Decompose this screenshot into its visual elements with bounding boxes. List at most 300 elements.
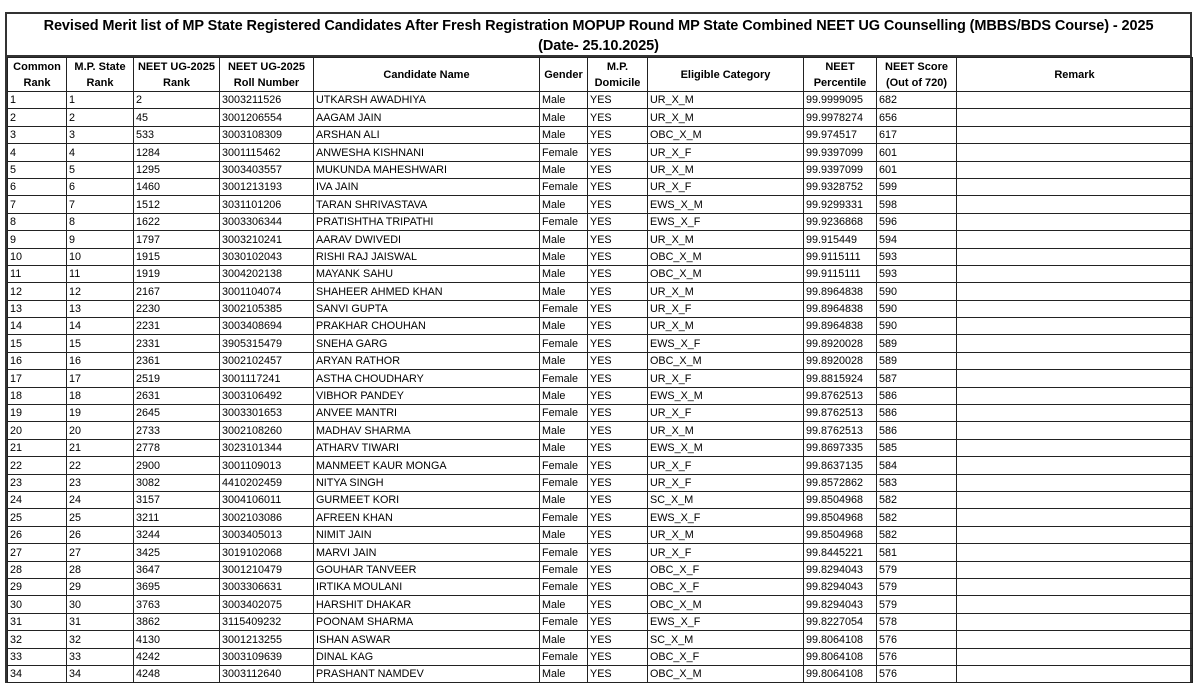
cell-gender: Male — [540, 126, 588, 143]
table-row — [8, 370, 1193, 387]
cell-neet-rank: 1797 — [134, 231, 220, 248]
cell-category: UR_X_M — [648, 109, 804, 126]
cell-mp-state-rank: 6 — [67, 178, 134, 195]
cell-roll-number: 3003403557 — [220, 161, 314, 178]
cell-common-rank: 20 — [8, 422, 67, 439]
cell-roll-number: 3023101344 — [220, 439, 314, 456]
cell-domicile: YES — [588, 300, 648, 317]
cell-domicile: YES — [588, 613, 648, 630]
header-domicile: M.P. Domicile — [588, 58, 648, 92]
cell-roll-number: 3003405013 — [220, 526, 314, 543]
cell-domicile: YES — [588, 561, 648, 578]
cell-remark — [957, 196, 1193, 213]
table-row — [8, 265, 1193, 282]
cell-category: OBC_X_M — [648, 265, 804, 282]
cell-neet-rank: 2733 — [134, 422, 220, 439]
cell-candidate-name: ATHARV TIWARI — [314, 439, 540, 456]
cell-category: EWS_X_F — [648, 213, 804, 230]
cell-neet-rank: 3647 — [134, 561, 220, 578]
cell-score: 586 — [877, 422, 957, 439]
table-row — [8, 665, 1193, 682]
cell-category: UR_X_M — [648, 161, 804, 178]
cell-gender: Male — [540, 283, 588, 300]
cell-roll-number: 3004202138 — [220, 265, 314, 282]
cell-roll-number: 3003112640 — [220, 665, 314, 682]
cell-roll-number: 3001104074 — [220, 283, 314, 300]
cell-candidate-name: MARVI JAIN — [314, 544, 540, 561]
table-row — [8, 178, 1193, 195]
cell-category: UR_X_M — [648, 526, 804, 543]
cell-gender: Male — [540, 109, 588, 126]
cell-remark — [957, 405, 1193, 422]
cell-category: UR_X_M — [648, 318, 804, 335]
table-row — [8, 631, 1193, 648]
cell-candidate-name: GURMEET KORI — [314, 491, 540, 508]
cell-neet-rank: 4242 — [134, 648, 220, 665]
cell-score: 578 — [877, 613, 957, 630]
cell-candidate-name: ARYAN RATHOR — [314, 352, 540, 369]
cell-remark — [957, 613, 1193, 630]
cell-roll-number: 4410202459 — [220, 474, 314, 491]
cell-common-rank: 18 — [8, 387, 67, 404]
cell-roll-number: 3115409232 — [220, 613, 314, 630]
table-row — [8, 231, 1193, 248]
cell-candidate-name: ANVEE MANTRI — [314, 405, 540, 422]
cell-category: EWS_X_F — [648, 509, 804, 526]
document-title — [7, 14, 1190, 57]
header-candidate-name: Candidate Name — [314, 58, 540, 92]
cell-candidate-name: ISHAN ASWAR — [314, 631, 540, 648]
cell-category: UR_X_F — [648, 474, 804, 491]
header-gender: Gender — [540, 58, 588, 92]
cell-mp-state-rank: 20 — [67, 422, 134, 439]
cell-roll-number: 3001213193 — [220, 178, 314, 195]
cell-category: OBC_X_M — [648, 352, 804, 369]
cell-neet-rank: 3695 — [134, 578, 220, 595]
cell-domicile: YES — [588, 318, 648, 335]
cell-gender: Female — [540, 335, 588, 352]
cell-domicile: YES — [588, 648, 648, 665]
cell-roll-number: 3001117241 — [220, 370, 314, 387]
cell-roll-number: 3001115462 — [220, 144, 314, 161]
cell-common-rank: 33 — [8, 648, 67, 665]
cell-category: OBC_X_F — [648, 648, 804, 665]
cell-domicile: YES — [588, 370, 648, 387]
cell-neet-rank: 1622 — [134, 213, 220, 230]
cell-roll-number: 3003306631 — [220, 578, 314, 595]
cell-common-rank: 14 — [8, 318, 67, 335]
table-row — [8, 526, 1193, 543]
cell-percentile: 99.8294043 — [804, 578, 877, 595]
cell-gender: Female — [540, 370, 588, 387]
cell-common-rank: 9 — [8, 231, 67, 248]
cell-common-rank: 25 — [8, 509, 67, 526]
table-row — [8, 335, 1193, 352]
cell-category: OBC_X_M — [648, 248, 804, 265]
cell-score: 579 — [877, 578, 957, 595]
cell-category: SC_X_M — [648, 631, 804, 648]
cell-mp-state-rank: 22 — [67, 457, 134, 474]
cell-percentile: 99.8294043 — [804, 596, 877, 613]
table-row — [8, 387, 1193, 404]
cell-gender: Female — [540, 405, 588, 422]
table-row — [8, 283, 1193, 300]
cell-neet-rank: 4130 — [134, 631, 220, 648]
cell-score: 576 — [877, 665, 957, 682]
cell-mp-state-rank: 32 — [67, 631, 134, 648]
cell-percentile: 99.8064108 — [804, 665, 877, 682]
cell-mp-state-rank: 31 — [67, 613, 134, 630]
cell-roll-number: 3001210479 — [220, 561, 314, 578]
cell-mp-state-rank: 29 — [67, 578, 134, 595]
cell-score: 596 — [877, 213, 957, 230]
cell-common-rank: 3 — [8, 126, 67, 143]
cell-category: OBC_X_F — [648, 578, 804, 595]
cell-candidate-name: MAYANK SAHU — [314, 265, 540, 282]
header-roll-number: NEET UG-2025 Roll Number — [220, 58, 314, 92]
cell-gender: Male — [540, 387, 588, 404]
cell-category: UR_X_F — [648, 178, 804, 195]
cell-score: 599 — [877, 178, 957, 195]
cell-percentile: 99.9299331 — [804, 196, 877, 213]
cell-remark — [957, 92, 1193, 109]
cell-percentile: 99.9328752 — [804, 178, 877, 195]
cell-score: 586 — [877, 405, 957, 422]
cell-candidate-name: POONAM SHARMA — [314, 613, 540, 630]
cell-candidate-name: MUKUNDA MAHESHWARI — [314, 161, 540, 178]
table-row — [8, 457, 1193, 474]
cell-domicile: YES — [588, 248, 648, 265]
cell-gender: Male — [540, 318, 588, 335]
cell-percentile: 99.8504968 — [804, 526, 877, 543]
table-row — [8, 109, 1193, 126]
cell-remark — [957, 178, 1193, 195]
cell-mp-state-rank: 18 — [67, 387, 134, 404]
cell-gender: Male — [540, 352, 588, 369]
cell-common-rank: 10 — [8, 248, 67, 265]
cell-domicile: YES — [588, 92, 648, 109]
cell-percentile: 99.8227054 — [804, 613, 877, 630]
cell-candidate-name: SHAHEER AHMED KHAN — [314, 283, 540, 300]
cell-domicile: YES — [588, 352, 648, 369]
table-row — [8, 352, 1193, 369]
cell-score: 594 — [877, 231, 957, 248]
cell-gender: Male — [540, 248, 588, 265]
cell-mp-state-rank: 1 — [67, 92, 134, 109]
cell-domicile: YES — [588, 213, 648, 230]
cell-remark — [957, 248, 1193, 265]
cell-percentile: 99.974517 — [804, 126, 877, 143]
cell-neet-rank: 2631 — [134, 387, 220, 404]
cell-mp-state-rank: 26 — [67, 526, 134, 543]
cell-score: 584 — [877, 457, 957, 474]
merit-list-sheet — [5, 12, 1192, 683]
cell-domicile: YES — [588, 526, 648, 543]
cell-score: 589 — [877, 335, 957, 352]
cell-percentile: 99.8504968 — [804, 509, 877, 526]
cell-neet-rank: 3763 — [134, 596, 220, 613]
cell-remark — [957, 300, 1193, 317]
cell-remark — [957, 561, 1193, 578]
cell-candidate-name: DINAL KAG — [314, 648, 540, 665]
cell-category: EWS_X_M — [648, 196, 804, 213]
table-body — [8, 92, 1193, 683]
cell-remark — [957, 318, 1193, 335]
cell-neet-rank: 2900 — [134, 457, 220, 474]
cell-common-rank: 21 — [8, 439, 67, 456]
cell-common-rank: 17 — [8, 370, 67, 387]
cell-mp-state-rank: 3 — [67, 126, 134, 143]
table-row — [8, 509, 1193, 526]
cell-gender: Male — [540, 92, 588, 109]
cell-common-rank: 32 — [8, 631, 67, 648]
cell-score: 576 — [877, 648, 957, 665]
cell-domicile: YES — [588, 405, 648, 422]
table-row — [8, 596, 1193, 613]
cell-roll-number: 3002108260 — [220, 422, 314, 439]
cell-common-rank: 5 — [8, 161, 67, 178]
cell-neet-rank: 2167 — [134, 283, 220, 300]
cell-remark — [957, 144, 1193, 161]
cell-category: UR_X_M — [648, 283, 804, 300]
cell-common-rank: 26 — [8, 526, 67, 543]
cell-remark — [957, 370, 1193, 387]
cell-remark — [957, 352, 1193, 369]
cell-neet-rank: 2331 — [134, 335, 220, 352]
cell-category: UR_X_F — [648, 457, 804, 474]
cell-neet-rank: 3244 — [134, 526, 220, 543]
cell-candidate-name: IVA JAIN — [314, 178, 540, 195]
merit-table — [7, 57, 1193, 683]
cell-remark — [957, 631, 1193, 648]
cell-domicile: YES — [588, 665, 648, 682]
cell-common-rank: 16 — [8, 352, 67, 369]
table-row — [8, 613, 1193, 630]
cell-category: UR_X_F — [648, 300, 804, 317]
cell-candidate-name: NIMIT JAIN — [314, 526, 540, 543]
cell-category: UR_X_M — [648, 422, 804, 439]
cell-candidate-name: SANVI GUPTA — [314, 300, 540, 317]
cell-mp-state-rank: 2 — [67, 109, 134, 126]
cell-mp-state-rank: 34 — [67, 665, 134, 682]
cell-category: UR_X_M — [648, 92, 804, 109]
cell-domicile: YES — [588, 422, 648, 439]
cell-common-rank: 29 — [8, 578, 67, 595]
cell-remark — [957, 474, 1193, 491]
cell-roll-number: 3003210241 — [220, 231, 314, 248]
cell-remark — [957, 109, 1193, 126]
cell-percentile: 99.8064108 — [804, 631, 877, 648]
cell-candidate-name: SNEHA GARG — [314, 335, 540, 352]
cell-percentile: 99.8064108 — [804, 648, 877, 665]
cell-common-rank: 1 — [8, 92, 67, 109]
cell-mp-state-rank: 12 — [67, 283, 134, 300]
cell-common-rank: 28 — [8, 561, 67, 578]
cell-score: 682 — [877, 92, 957, 109]
cell-neet-rank: 1915 — [134, 248, 220, 265]
cell-neet-rank: 2645 — [134, 405, 220, 422]
cell-score: 617 — [877, 126, 957, 143]
cell-score: 590 — [877, 318, 957, 335]
table-row — [8, 144, 1193, 161]
table-row — [8, 405, 1193, 422]
cell-mp-state-rank: 28 — [67, 561, 134, 578]
cell-candidate-name: PRASHANT NAMDEV — [314, 665, 540, 682]
cell-neet-rank: 533 — [134, 126, 220, 143]
cell-remark — [957, 213, 1193, 230]
table-row — [8, 561, 1193, 578]
cell-common-rank: 23 — [8, 474, 67, 491]
cell-candidate-name: GOUHAR TANVEER — [314, 561, 540, 578]
cell-percentile: 99.8964838 — [804, 283, 877, 300]
cell-remark — [957, 439, 1193, 456]
cell-neet-rank: 3862 — [134, 613, 220, 630]
cell-gender: Female — [540, 213, 588, 230]
cell-gender: Male — [540, 491, 588, 508]
cell-percentile: 99.9999095 — [804, 92, 877, 109]
cell-neet-rank: 3425 — [134, 544, 220, 561]
cell-neet-rank: 1512 — [134, 196, 220, 213]
header-common-rank: Common Rank — [8, 58, 67, 92]
table-row — [8, 318, 1193, 335]
cell-score: 601 — [877, 144, 957, 161]
header-remark: Remark — [957, 58, 1193, 92]
cell-score: 586 — [877, 387, 957, 404]
cell-domicile: YES — [588, 231, 648, 248]
cell-domicile: YES — [588, 109, 648, 126]
cell-category: UR_X_M — [648, 231, 804, 248]
cell-mp-state-rank: 11 — [67, 265, 134, 282]
cell-remark — [957, 283, 1193, 300]
cell-percentile: 99.8762513 — [804, 405, 877, 422]
cell-candidate-name: UTKARSH AWADHIYA — [314, 92, 540, 109]
cell-remark — [957, 509, 1193, 526]
header-score: NEET Score (Out of 720) — [877, 58, 957, 92]
cell-score: 593 — [877, 248, 957, 265]
cell-remark — [957, 578, 1193, 595]
cell-score: 598 — [877, 196, 957, 213]
cell-common-rank: 4 — [8, 144, 67, 161]
cell-mp-state-rank: 13 — [67, 300, 134, 317]
cell-neet-rank: 4248 — [134, 665, 220, 682]
cell-gender: Male — [540, 439, 588, 456]
cell-percentile: 99.8964838 — [804, 300, 877, 317]
cell-roll-number: 3002102457 — [220, 352, 314, 369]
cell-score: 656 — [877, 109, 957, 126]
cell-score: 581 — [877, 544, 957, 561]
cell-neet-rank: 2519 — [134, 370, 220, 387]
cell-gender: Female — [540, 474, 588, 491]
cell-percentile: 99.9978274 — [804, 109, 877, 126]
cell-remark — [957, 265, 1193, 282]
cell-remark — [957, 526, 1193, 543]
cell-mp-state-rank: 14 — [67, 318, 134, 335]
cell-score: 579 — [877, 596, 957, 613]
table-row — [8, 439, 1193, 456]
cell-score: 589 — [877, 352, 957, 369]
cell-mp-state-rank: 5 — [67, 161, 134, 178]
cell-domicile: YES — [588, 596, 648, 613]
cell-candidate-name: ASTHA CHOUDHARY — [314, 370, 540, 387]
cell-mp-state-rank: 17 — [67, 370, 134, 387]
title-line-2: (Date- 25.10.2025) — [538, 38, 659, 54]
cell-score: 593 — [877, 265, 957, 282]
cell-domicile: YES — [588, 178, 648, 195]
cell-category: UR_X_F — [648, 544, 804, 561]
cell-remark — [957, 387, 1193, 404]
cell-gender: Female — [540, 457, 588, 474]
cell-percentile: 99.8964838 — [804, 318, 877, 335]
cell-mp-state-rank: 7 — [67, 196, 134, 213]
cell-mp-state-rank: 23 — [67, 474, 134, 491]
header-row — [8, 58, 1193, 92]
header-percentile: NEET Percentile — [804, 58, 877, 92]
cell-common-rank: 8 — [8, 213, 67, 230]
cell-roll-number: 3003109639 — [220, 648, 314, 665]
cell-neet-rank: 3082 — [134, 474, 220, 491]
cell-roll-number: 3004106011 — [220, 491, 314, 508]
cell-mp-state-rank: 24 — [67, 491, 134, 508]
cell-candidate-name: AAGAM JAIN — [314, 109, 540, 126]
cell-domicile: YES — [588, 283, 648, 300]
cell-roll-number: 3003106492 — [220, 387, 314, 404]
cell-domicile: YES — [588, 335, 648, 352]
cell-percentile: 99.8572862 — [804, 474, 877, 491]
table-row — [8, 648, 1193, 665]
cell-score: 590 — [877, 300, 957, 317]
cell-percentile: 99.9397099 — [804, 161, 877, 178]
cell-domicile: YES — [588, 126, 648, 143]
cell-common-rank: 2 — [8, 109, 67, 126]
cell-common-rank: 19 — [8, 405, 67, 422]
header-neet-rank: NEET UG-2025 Rank — [134, 58, 220, 92]
cell-roll-number: 3001109013 — [220, 457, 314, 474]
cell-gender: Female — [540, 544, 588, 561]
header-mp-state-rank: M.P. State Rank — [67, 58, 134, 92]
cell-category: UR_X_F — [648, 405, 804, 422]
table-row — [8, 126, 1193, 143]
cell-candidate-name: ARSHAN ALI — [314, 126, 540, 143]
cell-domicile: YES — [588, 387, 648, 404]
cell-neet-rank: 2361 — [134, 352, 220, 369]
cell-category: OBC_X_M — [648, 596, 804, 613]
cell-gender: Female — [540, 300, 588, 317]
cell-mp-state-rank: 15 — [67, 335, 134, 352]
table-row — [8, 544, 1193, 561]
cell-remark — [957, 161, 1193, 178]
table-row — [8, 161, 1193, 178]
cell-gender: Female — [540, 613, 588, 630]
cell-candidate-name: IRTIKA MOULANI — [314, 578, 540, 595]
cell-score: 582 — [877, 509, 957, 526]
cell-category: EWS_X_M — [648, 387, 804, 404]
cell-roll-number: 3002105385 — [220, 300, 314, 317]
cell-mp-state-rank: 21 — [67, 439, 134, 456]
cell-candidate-name: PRAKHAR CHOUHAN — [314, 318, 540, 335]
cell-percentile: 99.8294043 — [804, 561, 877, 578]
cell-percentile: 99.9236868 — [804, 213, 877, 230]
cell-gender: Male — [540, 196, 588, 213]
cell-common-rank: 12 — [8, 283, 67, 300]
cell-candidate-name: HARSHIT DHAKAR — [314, 596, 540, 613]
cell-neet-rank: 1460 — [134, 178, 220, 195]
cell-common-rank: 11 — [8, 265, 67, 282]
cell-percentile: 99.9115111 — [804, 265, 877, 282]
cell-gender: Male — [540, 422, 588, 439]
cell-roll-number: 3003301653 — [220, 405, 314, 422]
cell-category: OBC_X_M — [648, 126, 804, 143]
table-row — [8, 422, 1193, 439]
